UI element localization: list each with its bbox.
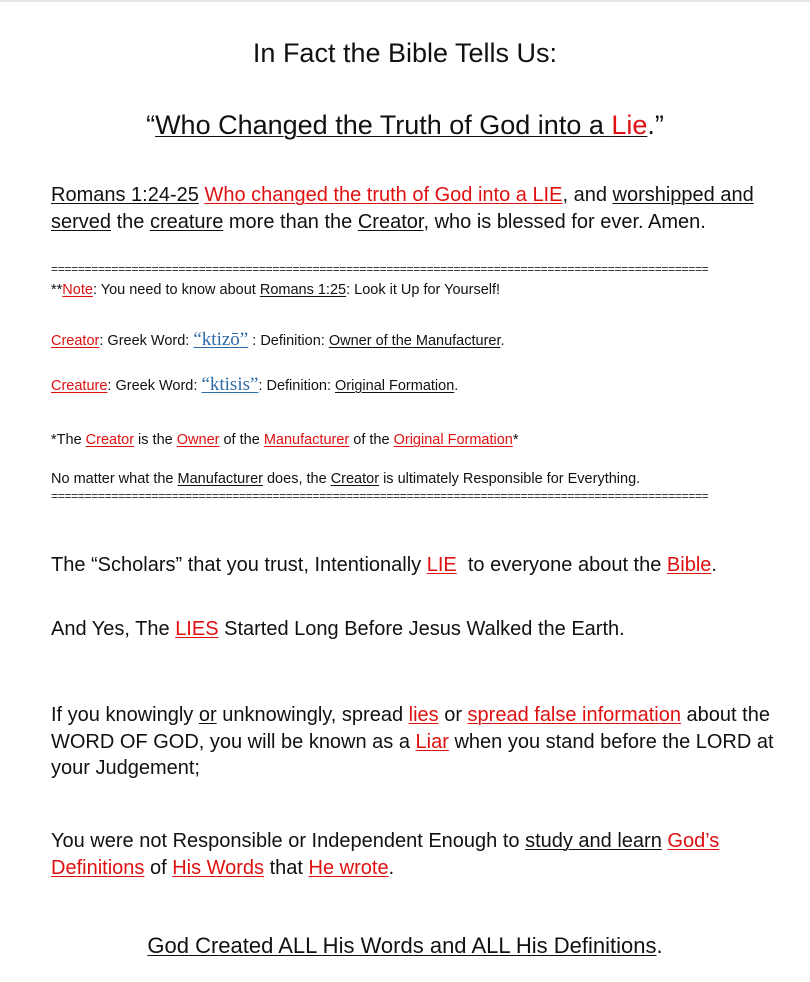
statement-owner: Owner <box>176 432 220 448</box>
creature-text-2: : Definition: <box>258 378 336 394</box>
responsibility-of: of <box>144 856 173 879</box>
no-matter-text-3: is ultimately Responsible for Everything. <box>379 471 641 487</box>
romans-creator: Creator <box>357 211 424 233</box>
no-matter-creator: Creator <box>330 471 380 487</box>
no-matter-text-2: does, the <box>262 471 331 487</box>
spread-text-3: or <box>438 704 468 726</box>
statement-end: * <box>512 432 519 448</box>
quote-close: ” <box>654 110 664 140</box>
creator-owner-statement <box>51 432 806 448</box>
creature-period: . <box>454 378 459 394</box>
page-title-text: In Fact the Bible Tells Us: <box>252 38 558 68</box>
spread-text-4: about the WORD OF GOD, you will be known as a <box>51 704 770 753</box>
romans-red-text <box>204 184 562 206</box>
no-matter-line <box>51 471 806 487</box>
note-label: Note <box>62 282 93 298</box>
responsibility-gods-definitions: God’s Definitions <box>51 830 720 879</box>
romans-ref: Romans 1:24-25 <box>51 184 199 206</box>
no-matter-manufacturer: Manufacturer <box>177 471 263 487</box>
spread-liar: Liar <box>415 730 449 753</box>
quote-lie: Lie <box>611 110 648 140</box>
quote-period: . <box>647 110 655 140</box>
note-line <box>51 282 806 298</box>
statement-manufacturer: Manufacturer <box>263 432 350 448</box>
creature-definition <box>51 374 806 396</box>
lies-started-lies: LIES <box>175 618 219 640</box>
creator-greek-word: “ktizō” <box>193 329 249 350</box>
closing-text: God Created ALL His Words and ALL His Definitions <box>147 933 657 958</box>
creator-term: Creator <box>51 333 100 349</box>
scholars-period: . <box>711 554 717 576</box>
creator-text-2: : Definition: <box>248 333 329 349</box>
scholars-text-2: to everyone about the <box>456 554 667 576</box>
spread-or: or <box>198 704 217 726</box>
romans-red-lie: LIE <box>532 184 563 206</box>
quote-main: Who Changed the Truth of God into a <box>155 110 612 140</box>
romans-creature: creature <box>149 211 224 233</box>
creature-definition-value: Original Formation <box>335 378 455 394</box>
lies-started-text-2: Started Long Before Jesus Walked the Earth. <box>218 618 625 640</box>
closing-period: . <box>656 933 663 958</box>
creature-term: Creature <box>51 378 108 394</box>
romans-paragraph <box>51 182 806 236</box>
spread-lies: lies <box>408 704 439 726</box>
creator-definition-value: Owner of the Manufacturer <box>328 333 501 349</box>
creator-definition <box>51 329 806 351</box>
romans-the: the <box>111 211 150 233</box>
closing-statement <box>0 933 810 959</box>
spread-text-1: If you knowingly <box>51 704 199 726</box>
scholars-bible: Bible <box>666 554 712 576</box>
creator-period: . <box>500 333 505 349</box>
romans-red-phrase: Who changed the truth of God into a <box>204 184 533 206</box>
responsibility-study: study and learn <box>525 830 662 852</box>
scholars-lie: LIE <box>426 554 457 576</box>
no-matter-text-1: No matter what the <box>51 471 178 487</box>
lies-started-paragraph <box>51 618 806 641</box>
quote-heading <box>0 110 810 141</box>
romans-more: more than the <box>223 211 358 233</box>
creator-text-1: : Greek Word: <box>99 333 194 349</box>
creature-greek-word: “ktisis” <box>201 374 259 395</box>
note-text-2: : Look it Up for Yourself! <box>346 282 501 298</box>
statement-creator: Creator <box>85 432 135 448</box>
note-stars: ** <box>51 282 63 298</box>
scholars-paragraph <box>51 554 806 577</box>
quote-text <box>155 110 647 140</box>
responsibility-that: that <box>264 856 309 879</box>
romans-comma: , and <box>562 184 613 206</box>
statement-is-the: is the <box>134 432 177 448</box>
romans-rest: , who is blessed for ever. Amen. <box>423 211 706 233</box>
responsibility-his-words: His Words <box>172 856 265 879</box>
top-border <box>0 0 810 2</box>
page-title <box>0 38 810 69</box>
statement-of-the: of the <box>219 432 264 448</box>
spread-text-5: when you stand before the LORD at your Judgement; <box>51 730 774 779</box>
responsibility-paragraph <box>51 828 806 881</box>
responsibility-he-wrote: He wrote <box>308 856 389 879</box>
romans-worshipped: worshipped and served <box>51 184 754 233</box>
note-text-1: : You need to know about <box>92 282 260 298</box>
statement-of-the-2: of the <box>349 432 394 448</box>
creature-text-1: : Greek Word: <box>107 378 202 394</box>
responsibility-text-1: You were not Responsible or Independent Enough to <box>51 830 526 852</box>
quote-open: “ <box>146 110 156 140</box>
statement-formation: Original Formation <box>393 432 513 448</box>
spread-text-2: unknowingly, spread <box>216 704 409 726</box>
divider-rule-top: ================================================================================================== <box>51 262 709 276</box>
spread-false-info: spread false information <box>467 704 681 726</box>
note-ref: Romans 1:25 <box>259 282 347 298</box>
scholars-text-1: The “Scholars” that you trust, Intentionally <box>51 554 427 576</box>
responsibility-period: . <box>388 856 395 879</box>
spread-lies-paragraph <box>51 702 806 782</box>
statement-start: *The <box>51 432 86 448</box>
divider-rule-bottom: ================================================================================================== <box>51 489 709 503</box>
lies-started-text-1: And Yes, The <box>51 618 176 640</box>
